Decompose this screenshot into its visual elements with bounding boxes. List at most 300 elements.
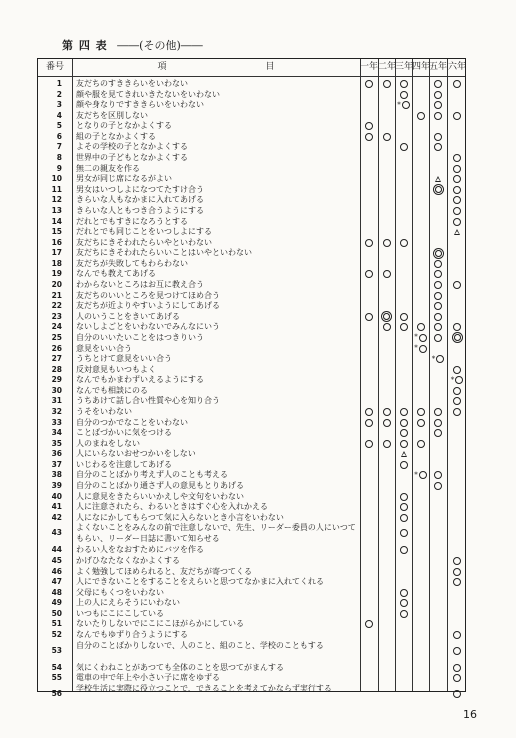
circle-mark-icon bbox=[400, 589, 408, 597]
mark-cell bbox=[412, 469, 429, 480]
row-item-text: 友だちのすききらいをいわない bbox=[76, 79, 188, 88]
row-number: 46 bbox=[51, 566, 62, 576]
circle-mark-icon bbox=[365, 133, 373, 141]
mark-cell bbox=[447, 216, 467, 227]
circle-mark-icon bbox=[383, 133, 391, 141]
row-item-text: よくないことをみんなの前で注意しないで、先生、リーダー委員の人にいつてもらい、リーダー日誌に書いて知らせる bbox=[76, 523, 356, 544]
circle-mark-icon bbox=[434, 323, 442, 331]
table-number: 第 四 表 bbox=[62, 39, 108, 52]
circle-mark-icon bbox=[400, 514, 408, 522]
table-row bbox=[38, 629, 465, 640]
mark-cell bbox=[360, 268, 378, 279]
circle-mark-icon bbox=[453, 664, 461, 672]
mark-cell bbox=[429, 332, 447, 343]
circle-mark-icon bbox=[417, 408, 425, 416]
row-item-text: 父母にもくつをいわない bbox=[76, 587, 164, 597]
row-number: 17 bbox=[51, 248, 62, 258]
row-number: 18 bbox=[51, 258, 62, 268]
row-number: 8 bbox=[56, 153, 62, 163]
mark-cell bbox=[412, 332, 429, 343]
mark-cell bbox=[429, 427, 447, 438]
row-number: 39 bbox=[51, 481, 62, 491]
mark-cell bbox=[395, 527, 412, 538]
table-row bbox=[38, 226, 465, 237]
row-number: 28 bbox=[51, 364, 62, 374]
circle-mark-icon bbox=[365, 313, 373, 321]
mark-cell bbox=[447, 374, 467, 385]
table-row bbox=[38, 459, 465, 470]
mark-cell bbox=[360, 131, 378, 142]
table-row bbox=[38, 216, 465, 227]
row-number: 24 bbox=[51, 322, 62, 332]
table-row bbox=[38, 576, 465, 587]
circle-mark-icon bbox=[434, 419, 442, 427]
circle-mark-icon bbox=[434, 334, 442, 342]
mark-cell bbox=[447, 152, 467, 163]
circle-mark-icon bbox=[434, 313, 442, 321]
asterisk-mark: * bbox=[397, 100, 401, 109]
circle-mark-icon bbox=[453, 647, 461, 655]
table-row bbox=[38, 480, 465, 491]
circle-mark-icon bbox=[400, 529, 408, 537]
mark-cell bbox=[447, 163, 467, 174]
circle-mark-icon bbox=[434, 302, 442, 310]
table-row bbox=[38, 374, 465, 385]
circle-mark-icon bbox=[453, 557, 461, 565]
circle-mark-icon bbox=[434, 471, 442, 479]
circle-mark-icon bbox=[400, 91, 408, 99]
row-number: 56 bbox=[51, 688, 62, 698]
circle-mark-icon bbox=[365, 270, 373, 278]
circle-mark-icon bbox=[417, 419, 425, 427]
mark-cell bbox=[429, 353, 447, 364]
table-subtitle: ――(その他)―― bbox=[117, 39, 203, 52]
row-item-text: 人にできないことをすることをえらいと思つてなかまに入れてくれる bbox=[76, 577, 324, 587]
table-row bbox=[38, 672, 465, 683]
row-item-text: 友だちが近よりやすいようにしてあげる bbox=[76, 301, 220, 311]
circle-mark-icon bbox=[400, 80, 408, 88]
mark-cell bbox=[395, 491, 412, 502]
mark-cell bbox=[447, 566, 467, 577]
row-number: 23 bbox=[51, 311, 62, 321]
row-item-text: 友だちにきそわれたらいいことはいやといわない bbox=[76, 248, 252, 258]
table-row bbox=[38, 194, 465, 205]
circle-mark-icon bbox=[400, 323, 408, 331]
row-number: 4 bbox=[56, 110, 62, 120]
circle-mark-icon bbox=[453, 186, 461, 194]
row-item-text: よく勉強してほめられると、友だちが寄つてくる bbox=[76, 566, 252, 576]
header-year-3: 三年 bbox=[395, 62, 414, 72]
table-row bbox=[38, 173, 465, 184]
circle-mark-icon bbox=[453, 408, 461, 416]
circle-mark-icon bbox=[434, 292, 442, 300]
circle-mark-icon bbox=[400, 461, 408, 469]
row-item-text: 人のいうことをきいてあげる bbox=[76, 311, 180, 321]
mark-cell bbox=[447, 321, 467, 332]
circle-mark-icon bbox=[455, 376, 463, 384]
circle-mark-icon bbox=[434, 260, 442, 268]
table-row bbox=[38, 385, 465, 396]
circle-mark-icon bbox=[453, 218, 461, 226]
table-row bbox=[38, 321, 465, 332]
mark-cell bbox=[395, 438, 412, 449]
row-item-text: 上の人にえらそうにいわない bbox=[76, 598, 180, 608]
circle-mark-icon bbox=[400, 143, 408, 151]
row-item-text: なんでもゆずり合うようにする bbox=[76, 630, 188, 639]
mark-cell bbox=[447, 662, 467, 673]
row-item-text: となりの子となかよくする bbox=[76, 121, 172, 131]
table-row bbox=[38, 290, 465, 301]
row-number: 48 bbox=[51, 587, 62, 597]
table-row bbox=[38, 332, 465, 343]
circle-mark-icon bbox=[453, 154, 461, 162]
row-item-text: なんでも相談にのる bbox=[76, 385, 148, 395]
row-number: 30 bbox=[51, 385, 62, 395]
row-number: 37 bbox=[51, 459, 62, 469]
mark-cell bbox=[429, 258, 447, 269]
circle-mark-icon bbox=[400, 408, 408, 416]
circle-mark-icon bbox=[453, 165, 461, 173]
table-row bbox=[38, 597, 465, 608]
table-row bbox=[38, 662, 465, 673]
mark-cell bbox=[360, 417, 378, 428]
row-item-text: 自分のことばかり考えず人のことも考える bbox=[76, 470, 228, 480]
circle-mark-icon bbox=[383, 408, 391, 416]
row-item-text: 自分のいいたいことをはつきりいう bbox=[76, 332, 204, 342]
mark-cell bbox=[412, 110, 429, 121]
circle-mark-icon bbox=[383, 80, 391, 88]
mark-cell bbox=[447, 78, 467, 89]
mark-cell bbox=[447, 395, 467, 406]
mark-cell bbox=[429, 290, 447, 301]
table-row bbox=[38, 491, 465, 502]
mark-cell bbox=[412, 406, 429, 417]
mark-cell bbox=[447, 645, 467, 656]
mark-cell bbox=[378, 321, 395, 332]
row-item-text: うちあけて話し合い性質や心を知り合う bbox=[76, 396, 220, 406]
row-item-text: いつもにこにこしている bbox=[76, 608, 164, 618]
mark-cell bbox=[412, 343, 429, 354]
circle-mark-icon bbox=[453, 397, 461, 405]
table-row bbox=[38, 343, 465, 354]
mark-cell bbox=[429, 78, 447, 89]
circle-mark-icon bbox=[417, 440, 425, 448]
circle-mark-icon bbox=[402, 101, 410, 109]
circle-mark-icon bbox=[453, 207, 461, 215]
mark-cell bbox=[429, 268, 447, 279]
table-row bbox=[38, 268, 465, 279]
row-number: 15 bbox=[51, 227, 62, 237]
row-item-text: 顔や服を見てきれいきたないをいわない bbox=[76, 89, 220, 99]
circle-mark-icon bbox=[400, 419, 408, 427]
mark-cell bbox=[360, 438, 378, 449]
table-row bbox=[38, 131, 465, 142]
row-item-text: ないしよごとをいわないでみんなにいう bbox=[76, 322, 220, 332]
row-number: 40 bbox=[51, 491, 62, 501]
circle-mark-icon bbox=[453, 387, 461, 395]
circle-mark-icon bbox=[365, 122, 373, 130]
table-row bbox=[38, 522, 465, 544]
circle-mark-icon bbox=[453, 568, 461, 576]
circle-mark-icon bbox=[400, 440, 408, 448]
circle-mark-icon bbox=[434, 143, 442, 151]
mark-cell bbox=[395, 99, 412, 110]
mark-cell bbox=[378, 237, 395, 248]
circle-mark-icon bbox=[453, 366, 461, 374]
row-item-text: 自分のことばかりしないで、人のこと、組のこと、学校のこともする bbox=[76, 640, 324, 650]
row-item-text: 組の子となかよくする bbox=[76, 131, 156, 141]
mark-cell bbox=[447, 385, 467, 396]
mark-cell bbox=[360, 78, 378, 89]
row-item-text: 顔や身なりですききらいをいわない bbox=[76, 100, 204, 110]
row-number: 55 bbox=[51, 673, 62, 683]
row-item-text: 無二の親友を作る bbox=[76, 163, 140, 173]
mark-cell bbox=[447, 629, 467, 640]
row-item-text: よその学校の子となかよくする bbox=[76, 142, 188, 152]
row-item-text: 人のまねをしない bbox=[76, 438, 140, 448]
circle-mark-icon bbox=[417, 323, 425, 331]
mark-cell bbox=[447, 110, 467, 121]
mark-cell bbox=[447, 205, 467, 216]
mark-cell bbox=[429, 469, 447, 480]
row-item-text: 世界中の子どもとなかよくする bbox=[76, 153, 188, 163]
mark-cell bbox=[360, 618, 378, 629]
mark-cell bbox=[360, 406, 378, 417]
row-item-text: ないたりしないでにこにこほがらかにしている bbox=[76, 619, 244, 629]
circle-mark-icon bbox=[365, 80, 373, 88]
mark-cell bbox=[447, 364, 467, 375]
table-row bbox=[38, 395, 465, 406]
table-row bbox=[38, 237, 465, 248]
row-number: 9 bbox=[56, 163, 62, 173]
circle-mark-icon bbox=[453, 631, 461, 639]
row-number: 52 bbox=[51, 630, 62, 639]
circle-mark-icon bbox=[453, 80, 461, 88]
row-number: 36 bbox=[51, 449, 62, 459]
row-number: 33 bbox=[51, 417, 62, 427]
mark-cell bbox=[429, 99, 447, 110]
circle-mark-icon bbox=[383, 419, 391, 427]
triangle-mark-icon bbox=[454, 229, 460, 235]
mark-cell bbox=[395, 459, 412, 470]
row-item-text: うそをいわない bbox=[76, 406, 132, 416]
row-item-text: なんでも教えてあげる bbox=[76, 269, 156, 279]
row-item-text: きらいな人ともつき合うようにする bbox=[76, 205, 204, 215]
row-item-text: 人にいらないおせつかいをしない bbox=[76, 449, 196, 459]
circle-mark-icon bbox=[417, 112, 425, 120]
circle-mark-icon bbox=[453, 281, 461, 289]
table-row bbox=[38, 566, 465, 577]
mark-cell bbox=[447, 194, 467, 205]
mark-cell bbox=[395, 78, 412, 89]
circle-mark-icon bbox=[365, 419, 373, 427]
mark-cell bbox=[429, 131, 447, 142]
circle-mark-icon bbox=[453, 578, 461, 586]
table-title bbox=[62, 37, 203, 53]
mark-cell bbox=[412, 321, 429, 332]
mark-cell bbox=[429, 247, 447, 258]
circle-mark-icon bbox=[400, 313, 408, 321]
row-item-text: だれとでも同じことをいつしよにする bbox=[76, 227, 212, 237]
row-item-text: 学校生活に実際に役立つことで、できることを考えてかならず実行する bbox=[76, 683, 332, 693]
mark-cell bbox=[395, 89, 412, 100]
mark-cell bbox=[378, 438, 395, 449]
mark-cell bbox=[395, 141, 412, 152]
row-number: 21 bbox=[51, 290, 62, 300]
row-number: 35 bbox=[51, 438, 62, 448]
mark-cell bbox=[429, 173, 447, 184]
row-number: 14 bbox=[51, 216, 62, 226]
mark-cell bbox=[447, 279, 467, 290]
row-number: 10 bbox=[51, 174, 62, 184]
row-item-text: 友だちを区別しない bbox=[76, 110, 148, 120]
table-row bbox=[38, 427, 465, 438]
mark-cell bbox=[412, 438, 429, 449]
asterisk-mark: * bbox=[414, 344, 418, 352]
table-row bbox=[38, 78, 465, 89]
circle-mark-icon bbox=[453, 690, 461, 698]
circle-mark-icon bbox=[365, 620, 373, 628]
mark-cell bbox=[429, 279, 447, 290]
mark-cell bbox=[378, 406, 395, 417]
table-row bbox=[38, 279, 465, 290]
header-year-6: 六年 bbox=[447, 62, 466, 72]
circle-mark-icon bbox=[434, 101, 442, 109]
mark-cell bbox=[395, 237, 412, 248]
table-row bbox=[38, 311, 465, 322]
double-circle-mark-icon bbox=[435, 250, 442, 257]
table-row bbox=[38, 163, 465, 174]
mark-cell bbox=[378, 311, 395, 322]
circle-mark-icon bbox=[434, 91, 442, 99]
header-item: 項 目 bbox=[157, 62, 275, 72]
table-row bbox=[38, 110, 465, 121]
mark-cell bbox=[429, 110, 447, 121]
circle-mark-icon bbox=[400, 503, 408, 511]
row-item-text: 人になにかしてもらつて気に入らないとき小言をいわない bbox=[76, 512, 284, 522]
table bbox=[37, 58, 466, 698]
mark-cell bbox=[395, 512, 412, 523]
table-row bbox=[38, 469, 465, 480]
table-row bbox=[38, 501, 465, 512]
circle-mark-icon bbox=[365, 440, 373, 448]
table-row bbox=[38, 184, 465, 195]
asterisk-mark: * bbox=[431, 354, 436, 363]
row-number: 26 bbox=[51, 343, 62, 353]
circle-mark-icon bbox=[400, 546, 408, 554]
row-item-text: ことばづかいに気をつける bbox=[76, 428, 172, 438]
row-item-text: いじわるを注意してあげる bbox=[76, 459, 172, 469]
mark-cell bbox=[429, 321, 447, 332]
row-item-text: 電車の中で年上や小さい子に席をゆずる bbox=[76, 673, 220, 683]
table-row bbox=[38, 544, 465, 555]
row-number: 41 bbox=[51, 502, 62, 512]
circle-mark-icon bbox=[383, 270, 391, 278]
double-circle-mark-icon bbox=[383, 313, 390, 320]
row-item-text: 意見をいい合う bbox=[76, 343, 132, 353]
row-number: 34 bbox=[51, 428, 62, 438]
circle-mark-icon bbox=[400, 429, 408, 437]
asterisk-mark: * bbox=[414, 333, 418, 342]
row-item-text: 友だちにきそわれたらいやといわない bbox=[76, 237, 212, 247]
mark-cell bbox=[447, 406, 467, 417]
mark-cell bbox=[429, 480, 447, 491]
circle-mark-icon bbox=[400, 493, 408, 501]
mark-cell bbox=[378, 268, 395, 279]
header-rule bbox=[38, 76, 465, 77]
row-number: 44 bbox=[51, 545, 62, 555]
mark-cell bbox=[447, 576, 467, 587]
table-row bbox=[38, 99, 465, 110]
row-item-text: 自分のつかでなことをいわない bbox=[76, 417, 188, 427]
table-row bbox=[38, 141, 465, 152]
table-row bbox=[38, 205, 465, 216]
circle-mark-icon bbox=[365, 408, 373, 416]
table-row bbox=[38, 640, 465, 662]
table-row bbox=[38, 89, 465, 100]
mark-cell bbox=[395, 417, 412, 428]
triangle-mark-icon bbox=[401, 451, 407, 457]
row-number: 43 bbox=[51, 528, 62, 538]
table-row bbox=[38, 353, 465, 364]
asterisk-mark: * bbox=[414, 470, 418, 479]
row-number: 12 bbox=[51, 195, 62, 205]
header-year-4: 四年 bbox=[412, 62, 431, 72]
circle-mark-icon bbox=[453, 112, 461, 120]
mark-cell bbox=[447, 688, 467, 699]
mark-cell bbox=[360, 237, 378, 248]
table-row bbox=[38, 438, 465, 449]
circle-mark-icon bbox=[383, 440, 391, 448]
mark-cell bbox=[395, 597, 412, 608]
mark-cell bbox=[395, 427, 412, 438]
double-circle-mark-icon bbox=[435, 186, 442, 193]
circle-mark-icon bbox=[453, 175, 461, 183]
circle-mark-icon bbox=[434, 270, 442, 278]
row-item-text: 男女はいつしよになつてたすけ合う bbox=[76, 184, 204, 194]
mark-cell bbox=[378, 78, 395, 89]
row-item-text: だれとでもすきになろうとする bbox=[76, 216, 188, 226]
mark-cell bbox=[395, 501, 412, 512]
circle-mark-icon bbox=[365, 239, 373, 247]
row-number: 47 bbox=[51, 577, 62, 587]
row-number: 53 bbox=[51, 645, 62, 655]
mark-cell bbox=[395, 406, 412, 417]
row-item-text: 人に意見をきたらいいかえしや文句をいわない bbox=[76, 491, 244, 501]
mark-cell bbox=[395, 608, 412, 619]
mark-cell bbox=[447, 332, 467, 343]
row-item-text: 友だちのいいところを見つけてほめ合う bbox=[76, 290, 220, 300]
row-number: 27 bbox=[51, 354, 62, 364]
circle-mark-icon bbox=[434, 80, 442, 88]
table-row bbox=[38, 247, 465, 258]
row-number: 51 bbox=[51, 619, 62, 629]
row-number: 49 bbox=[51, 598, 62, 608]
row-item-text: 友だちが失敗してもわらわない bbox=[76, 258, 188, 268]
row-item-text: わるい人をなおすためにバツを作る bbox=[76, 545, 204, 555]
mark-cell bbox=[395, 544, 412, 555]
circle-mark-icon bbox=[400, 599, 408, 607]
table-row bbox=[38, 258, 465, 269]
row-number: 16 bbox=[51, 237, 62, 247]
row-number: 54 bbox=[51, 662, 62, 672]
table-row bbox=[38, 512, 465, 523]
circle-mark-icon bbox=[453, 674, 461, 682]
row-number: 50 bbox=[51, 608, 62, 618]
circle-mark-icon bbox=[436, 355, 444, 363]
row-number: 11 bbox=[51, 184, 62, 194]
mark-cell bbox=[429, 141, 447, 152]
